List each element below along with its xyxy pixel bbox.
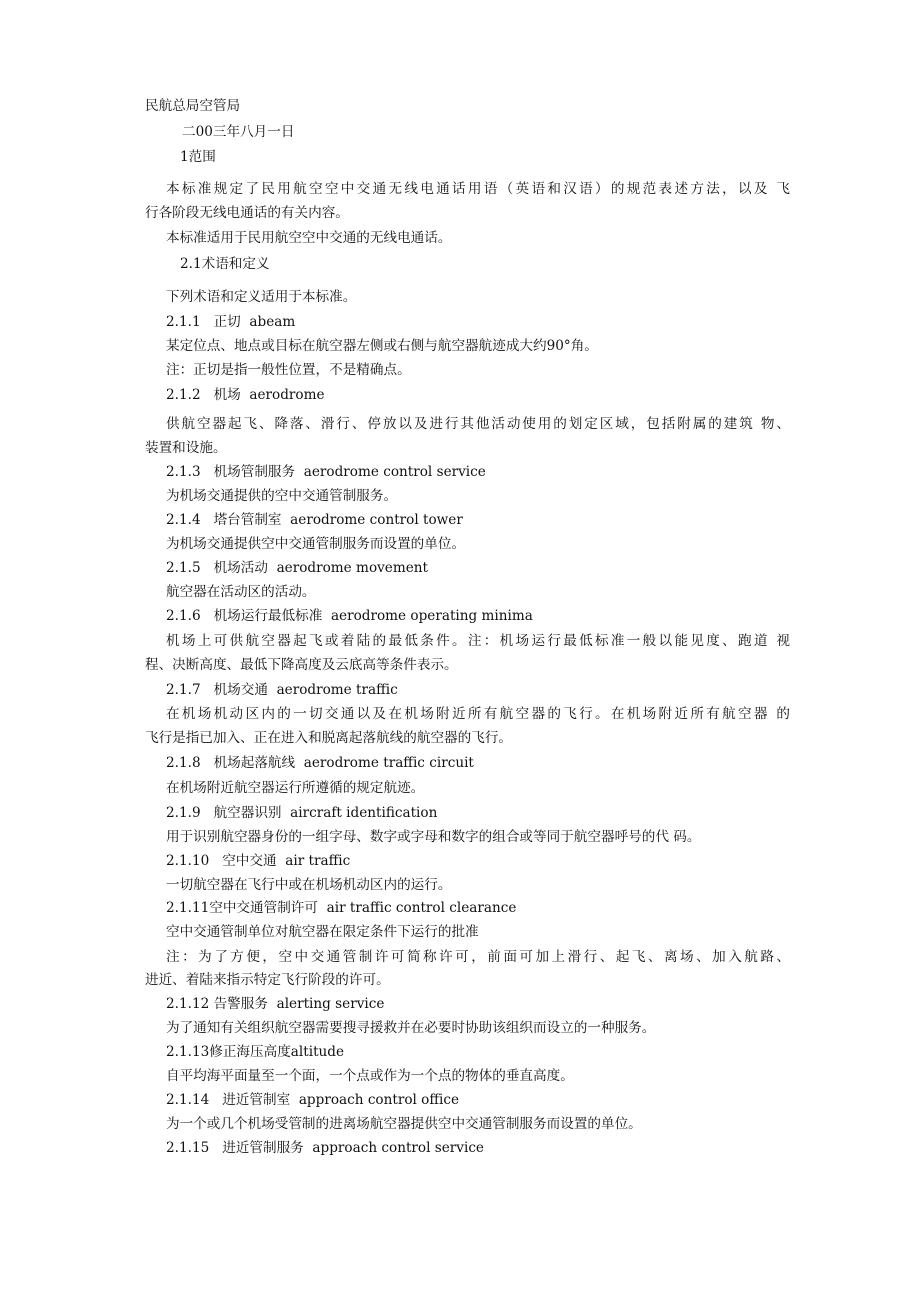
- term-heading: [166, 1043, 344, 1061]
- term-name: 告警服务 alerting service: [213, 996, 385, 1012]
- term-name: 航空器识别 aircraft identification: [213, 805, 438, 821]
- term-heading: [166, 804, 437, 822]
- term-definition: 供航空器起飞、降落、滑行、停放以及进行其他活动使用的划定区域，包括附属的建筑 物、: [166, 416, 790, 432]
- term-definition: 飞行是指已加入、正在进入和脱离起落航线的航空器的飞行。: [145, 730, 513, 746]
- term-note: 进近、着陆来指示特定飞行阶段的许可。: [145, 972, 390, 988]
- section-heading-terms: 2.1术语和定义: [180, 256, 270, 272]
- term-definition: 航空器在活动区的活动。: [166, 584, 316, 600]
- term-definition: 机场上可供航空器起飞或着陆的最低条件。注：机场运行最低标准一般以能见度、跑道 视: [166, 633, 790, 649]
- term-number: 2.1.3: [166, 464, 201, 480]
- term-definition: 程、决断高度、最低下降高度及云底高等条件表示。: [145, 657, 458, 673]
- term-name: 机场管制服务 aerodrome control service: [213, 464, 486, 480]
- term-heading: [166, 1139, 484, 1157]
- term-definition: 某定位点、地点或目标在航空器左侧或右侧与航空器航迹成大约90°角。: [166, 338, 598, 354]
- term-heading: [166, 899, 516, 917]
- term-definition: 空中交通管制单位对航空器在限定条件下运行的批准: [166, 924, 479, 940]
- term-note: 注：正切是指一般性位置，不是精确点。: [166, 362, 411, 378]
- term-number: 2.1.13: [166, 1044, 210, 1060]
- term-number: 2.1.7: [166, 682, 201, 698]
- term-definition: 自平均海平面量至一个面，一个点或作为一个点的物体的垂直高度。: [166, 1068, 574, 1084]
- term-definition: 一切航空器在飞行中或在机场机动区内的运行。: [166, 877, 452, 893]
- term-number: 2.1.11: [166, 900, 210, 916]
- scope-paragraph-line: 行各阶段无线电通话的有关内容。: [145, 205, 349, 221]
- term-heading: [166, 852, 350, 870]
- term-number: 2.1.1: [166, 314, 201, 330]
- term-definition: 为了通知有关组织航空器需要搜寻援救并在必要时协助该组织而设立的一种服务。: [166, 1020, 656, 1036]
- term-heading: [166, 559, 428, 577]
- term-number: 2.1.14: [166, 1092, 210, 1108]
- section-heading-scope: 1范围: [180, 149, 216, 165]
- term-definition: 为机场交通提供的空中交通管制服务。: [166, 488, 398, 504]
- term-name: 修正海压高度altitude: [209, 1044, 345, 1060]
- term-name: 机场交通 aerodrome traffic: [213, 682, 398, 698]
- term-name: 进近管制服务 approach control service: [222, 1140, 484, 1156]
- term-number: 2.1.6: [166, 608, 201, 624]
- term-definition: 在机场机动区内的一切交通以及在机场附近所有航空器的飞行。在机场附近所有航空器 的: [166, 706, 790, 722]
- term-definition: 为一个或几个机场受管制的进离场航空器提供空中交通管制服务而设置的单位。: [166, 1116, 642, 1132]
- term-name: 空中交通管制许可 air traffic control clearance: [209, 900, 517, 916]
- terms-intro: 下列术语和定义适用于本标准。: [166, 289, 357, 305]
- issuer: 民航总局空管局: [145, 98, 241, 114]
- term-number: 2.1.5: [166, 560, 201, 576]
- issue-date: 二00三年八月一日: [182, 124, 295, 140]
- term-number: 2.1.10: [166, 853, 210, 869]
- term-heading: [166, 1091, 459, 1109]
- term-note: 注：为了方便，空中交通管制许可简称许可，前面可加上滑行、起飞、离场、加入航路、: [166, 949, 790, 965]
- term-name: 正切 abeam: [213, 314, 296, 330]
- term-number: 2.1.2: [166, 387, 201, 403]
- term-name: 机场起落航线 aerodrome traffic circuit: [213, 755, 474, 771]
- term-heading: [166, 681, 398, 699]
- term-name: 机场运行最低标准 aerodrome operating minima: [213, 608, 533, 624]
- term-heading: [166, 607, 533, 625]
- term-definition: 装置和设施。: [145, 440, 227, 456]
- scope-paragraph-line: 本标准规定了民用航空空中交通无线电通话用语（英语和汉语）的规范表述方法，以及 飞: [166, 181, 790, 197]
- term-definition: 在机场附近航空器运行所遵循的规定航迹。: [166, 780, 425, 796]
- term-number: 2.1.12: [166, 996, 210, 1012]
- term-number: 2.1.4: [166, 512, 201, 528]
- term-heading: [166, 511, 463, 529]
- term-definition: 为机场交通提供空中交通管制服务而设置的单位。: [166, 536, 466, 552]
- term-name: 进近管制室 approach control office: [222, 1092, 460, 1108]
- term-heading: [166, 995, 384, 1013]
- term-number: 2.1.8: [166, 755, 201, 771]
- term-heading: [166, 313, 295, 331]
- term-number: 2.1.9: [166, 805, 201, 821]
- term-definition: 用于识别航空器身份的一组字母、数字或字母和数字的组合或等同于航空器呼号的代 码。: [166, 829, 701, 845]
- scope-paragraph: 本标准适用于民用航空空中交通的无线电通话。: [166, 230, 452, 246]
- term-name: 空中交通 air traffic: [222, 853, 351, 869]
- term-heading: [166, 463, 486, 481]
- term-heading: [166, 386, 325, 404]
- term-number: 2.1.15: [166, 1140, 210, 1156]
- term-name: 机场活动 aerodrome movement: [213, 560, 429, 576]
- term-name: 机场 aerodrome: [213, 387, 325, 403]
- term-heading: [166, 754, 474, 772]
- term-name: 塔台管制室 aerodrome control tower: [213, 512, 463, 528]
